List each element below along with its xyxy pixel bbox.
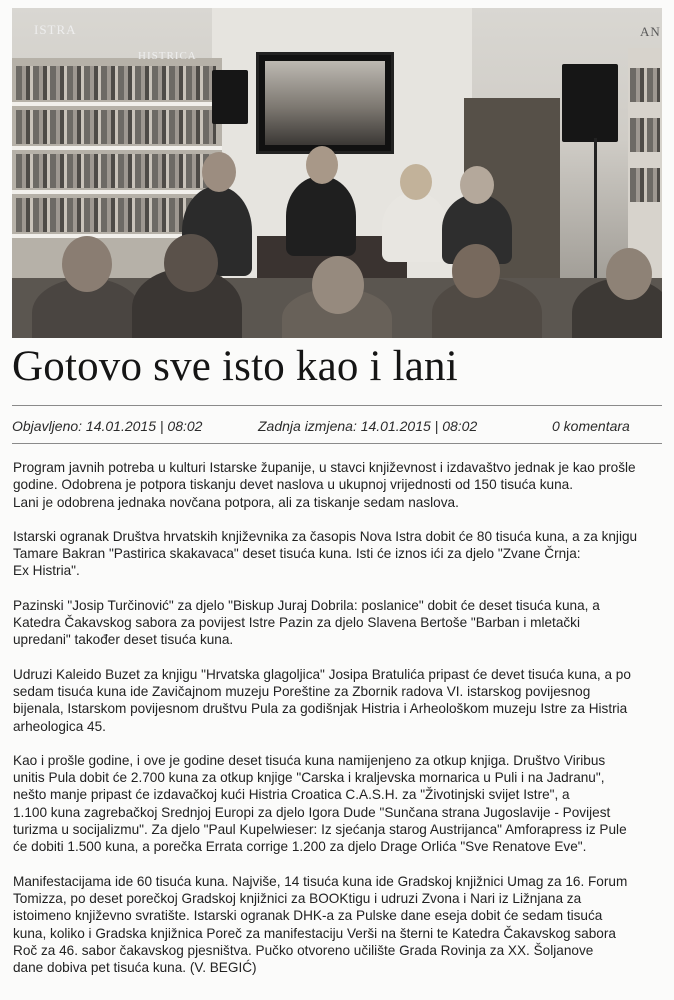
paragraph-6: Manifestacijama ide 60 tisuća kuna. Najviše, 14 tisuća kuna ide Gradskoj knjižnici Umag za 16. Forum Tomizza, po deset porečkoj Gradskoj knjižnici za BOOKtigu i udruzi Zvona i Nari iz Ližnjana za istoimeno književno svratište. Istarski ogranak DHK-a za Pulske dane eseja dobit će sedam tisuća kuna, koliko i Gradska knjižnica Poreč za manifestaciju Verši na šterni te Katedra Čakavskog sabora Roč za 46. sabor čakavskog pjesništva. Pučko otvoreno učilište Grada Rovinja za XX. Šoljanove dane dobiva pet tisuća kuna. (V. BEGIĆ) — [13, 873, 628, 976]
panelist-2 — [286, 176, 356, 256]
speaker-right-icon — [562, 64, 618, 142]
comments-count-link[interactable]: 0 komentara — [552, 418, 630, 434]
published-date: Objavljeno: 14.01.2015 | 08:02 — [12, 418, 203, 434]
paragraph-3: Pazinski "Josip Turčinović" za djelo "Biskup Juraj Dobrila: poslanice" dobit će deset tisuća kuna, a Katedra Čakavskog sabora za povijest Istre Pazin za djelo Slavena Bertoše "Barban i mletački upredani" također deset tisuća kuna. — [13, 597, 600, 648]
divider-top — [12, 405, 662, 406]
photo-screen — [256, 52, 394, 154]
paragraph-1: Program javnih potreba u kulturi Istarske županije, u stavci književnost i izdavaštvo jednak je kao prošle godine. Odobrena je potpora tiskanju devet naslova u ukupnoj vrijednosti od 150 tisuća kuna. Lani je odobrena jednaka novčana potpora, ali za tiskanje sedam naslova. — [13, 460, 636, 510]
paragraph-4: Udruzi Kaleido Buzet za knjigu "Hrvatska glagoljica" Josipa Bratulića pripast će devet tisuća kuna, a po sedam tisuća kuna ide Zavičajnom muzeju Poreštine za Zbornik radova VI. istarskog povijesnog bijenala, Istarskom povijesnom društvu Pula za godišnjak Histria i Arheološkom muzeju Istre za Histria arheologica 45. — [13, 666, 631, 734]
photo-sign-histrica: HISTRICA — [138, 50, 197, 62]
paragraph-2: Istarski ogranak Društva hrvatskih književnika za časopis Nova Istra dobit će 80 tisuća kuna, a za knjigu Tamare Bakran "Pastirica skakavaca" deset tisuća kuna. Isti će iznos ići za djelo "Zvane Črnja: Ex Histria". — [13, 528, 638, 579]
article-photo — [12, 8, 662, 338]
paragraph-5: Kao i prošle godine, i ove je godine deset tisuća kuna namijenjeno za otkup knjiga. Društvo Viribus unitis Pula dobit će 2.700 kuna za otkup knjige "Carska i kraljevska mornarica u Puli i na Jadranu", nešto manje pripast će izdavačkoj kući Histria Croatica C.A.S.H. za "Životinjski svijet Istre", a 1.100 kuna zagrebačkoj Srednjoj Europi za djelo Igora Dude "Sunčana strana Jugoslavije - Povijest turizma u socijalizmu". Za djelo "Paul Kupelwieser: Iz sjećanja starog Austrijanca" Amforapress iz Pule će dobiti 1.500 kuna, a porečka Errata corrige 1.200 za djelo Drage Orlića "Sve Renatove Eve". — [13, 752, 627, 855]
article-body — [13, 459, 669, 993]
divider-bottom — [12, 443, 662, 444]
speaker-left-icon — [212, 70, 248, 124]
photo-sign-istra: ISTRA — [34, 22, 77, 37]
article-headline: Gotovo sve isto kao i lani — [12, 343, 458, 390]
modified-date: Zadnja izmjena: 14.01.2015 | 08:02 — [258, 418, 478, 434]
photo-sign-right: AN — [640, 24, 661, 39]
panelist-3 — [382, 192, 448, 262]
